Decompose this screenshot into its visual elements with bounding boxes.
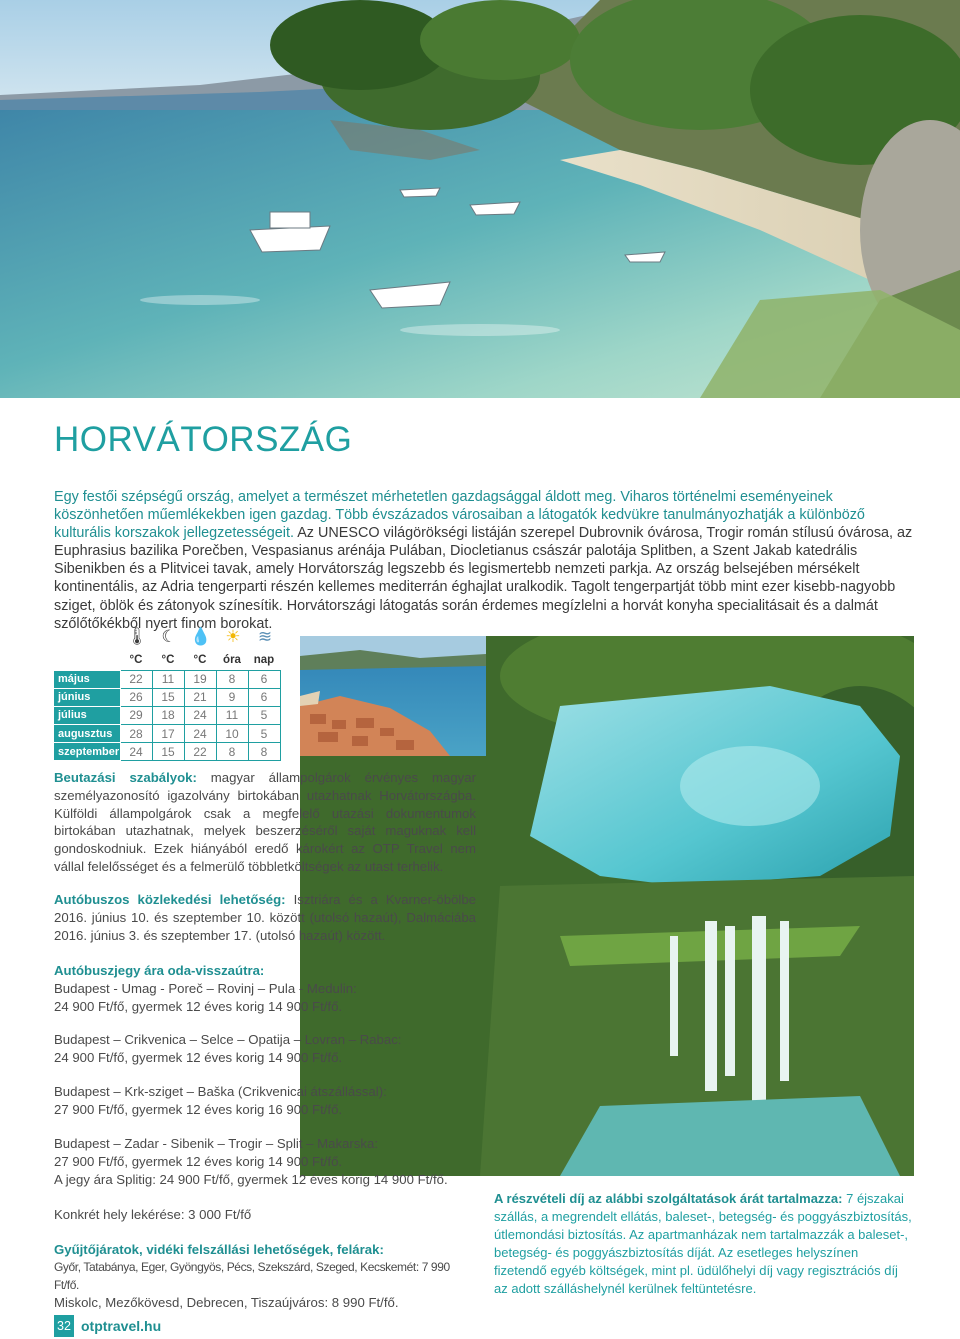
table-row [54, 706, 280, 724]
entry-rules-text: magyar állampolgárok érvényes magyar személyazonosító igazolvány birtokában utazhatnak Horvátországba. Külföldi állampolgárok csak a megfelelő utazási dokumentumok birtokában utazhatnak, melyek beszerzéséről saját maguknak kell gondoskodniuk. Ezek hiányából eredő károkért az OTP Travel nem vállal felelősséget és a felmerülő többletköltségek az utast terhelik. [54, 770, 476, 874]
route-label: Budapest – Krk-sziget – Baška (Crikvenicai átszállással): [54, 1084, 387, 1099]
month-cell: szeptember [54, 743, 120, 761]
included-services-heading: A részvételi díj az alábbi szolgáltatások árát tartalmazza: [494, 1191, 843, 1206]
climate-header: óra [223, 653, 241, 666]
climate-table [54, 624, 284, 761]
route-label: Budapest – Zadar - Sibenik – Trogir – Split – Makarska: [54, 1136, 378, 1151]
month-cell: június [54, 688, 120, 706]
climate-header: nap [253, 653, 275, 666]
intro-body: Az UNESCO világörökségi listáján szerepel Dubrovnik óvárosa, Trogir román stílusú óvárosa, az Euphrasius bazilika Porečben, Vespasianus arénája Pulában, Diocletianus császár palotája Splitben, a Szent Jakab katedrális Sibenikben és a Plitvicei tavak, amely Horvátország legszebb és legismertebb nemzeti parkja. Az ország belsejében mérsékelt kontinentális, az Adria tengerparti részén kellemes mediterrán éghajlat uralkodik. Tagolt tengerpartját több mint ezer kisebb-nagyobb sziget, öblök és zátonyok színesítik. Horvátországi látogatás során érdemes megízlelni a horvát konyha specialitásait és a dalmát szőlőtőkékből nyert finom borokat. [54, 525, 913, 632]
value-cell: 6 [248, 688, 280, 706]
value-cell: 26 [120, 688, 152, 706]
route-price: 24 900 Ft/fő, gyermek 12 éves korig 14 900 Ft/fő. [54, 998, 343, 1014]
value-cell: 8 [216, 743, 248, 761]
value-cell: 11 [152, 670, 184, 688]
month-cell: május [54, 670, 120, 688]
climate-header-row [54, 650, 280, 670]
ticket-route [54, 1031, 476, 1067]
value-cell: 11 [216, 706, 248, 724]
value-cell: 17 [152, 725, 184, 743]
value-cell: 22 [120, 670, 152, 688]
ticket-route [54, 1083, 476, 1119]
route-price: 24 900 Ft/fő, gyermek 12 éves korig 14 900 Ft/fő. [54, 1049, 343, 1065]
value-cell: 15 [152, 688, 184, 706]
value-cell: 6 [248, 670, 280, 688]
website-link[interactable]: otptravel.hu [81, 1318, 162, 1334]
entry-rules-heading: Beutazási szabályok: [54, 770, 197, 785]
climate-header: °C [161, 653, 175, 666]
value-cell: 18 [152, 706, 184, 724]
moon-icon: ☾ [161, 627, 177, 646]
hero-photo-coast [0, 0, 960, 398]
value-cell: 8 [248, 743, 280, 761]
month-cell: július [54, 706, 120, 724]
feeder-line: Miskolc, Mezőkövesd, Debrecen, Tiszaújváros: 8 990 Ft/fő. [54, 1295, 399, 1311]
page-number: 32 [54, 1315, 74, 1337]
sun-icon: ☀ [225, 627, 241, 646]
feeder-heading: Gyűjtőjáratok, vidéki felszállási lehetőségek, felárak: [54, 1242, 384, 1257]
value-cell: 10 [216, 725, 248, 743]
route-extra: A jegy ára Splitig: 24 900 Ft/fő, gyermek 12 éves korig 14 900 Ft/fő. [54, 1171, 448, 1187]
month-cell: augusztus [54, 725, 120, 743]
bus-option-text: Isztriára és a Kvarner-öbölbe 2016. június 10. és szeptember 10. között (utolsó hazaút), Dalmáciába 2016. június 3. és szeptember 17. (utolsó hazaút) között. [54, 892, 477, 943]
value-cell: 19 [184, 670, 216, 688]
value-cell: 8 [216, 670, 248, 688]
climate-header: °C [193, 653, 207, 666]
thermometer-icon: 🌡 [126, 627, 148, 646]
climate-header: °C [129, 653, 143, 666]
ticket-section [54, 962, 476, 1015]
table-row [54, 725, 280, 743]
route-price: 27 900 Ft/fő, gyermek 12 éves korig 14 900 Ft/fő. [54, 1153, 343, 1169]
intro-text [54, 488, 916, 633]
climate-icons [121, 624, 284, 650]
page-footer [54, 1315, 161, 1337]
table-row [54, 743, 280, 761]
value-cell: 24 [120, 743, 152, 761]
included-services [494, 1190, 914, 1298]
entry-rules [54, 769, 476, 876]
climate-header-blank [54, 650, 120, 670]
ticket-route [54, 1135, 476, 1188]
wave-icon: ≋ [257, 627, 273, 646]
value-cell: 21 [184, 688, 216, 706]
seat-request [54, 1206, 476, 1224]
route-label: Budapest - Umag - Poreč – Rovinj – Pula - Medulin: [54, 980, 357, 996]
value-cell: 5 [248, 725, 280, 743]
feeder-line: Győr, Tatabánya, Eger, Gyöngyös, Pécs, Szekszárd, Szeged, Kecskemét: 7 990 Ft/fő. [54, 1259, 450, 1292]
value-cell: 15 [152, 743, 184, 761]
climate-grid [54, 650, 281, 761]
water-drop-icon: 💧 [190, 627, 212, 646]
seat-request-text: Konkrét hely lekérése: 3 000 Ft/fő [54, 1207, 252, 1222]
value-cell: 28 [120, 725, 152, 743]
table-row [54, 670, 280, 688]
table-row [54, 688, 280, 706]
value-cell: 22 [184, 743, 216, 761]
route-price: 27 900 Ft/fő, gyermek 12 éves korig 16 900 Ft/fő. [54, 1101, 343, 1117]
route-label: Budapest – Crikvenica – Selce – Opatija – Lovran – Rabac: [54, 1032, 402, 1047]
feeder-section [54, 1241, 476, 1312]
value-cell: 29 [120, 706, 152, 724]
intro-lead: Egy festői szépségű ország, amelyet a természet mérhetetlen gazdagsággal áldott meg. Viharos történelmi eseményeinek köszönhetően műemlékekben igen gazdag. Több évszázados városaiban a látogatók kedvükre tanulmányozhatják a különböző kulturális korszakok jellegzetességeit. [54, 489, 865, 542]
value-cell: 9 [216, 688, 248, 706]
bus-option-heading: Autóbuszos közlekedési lehetőség: [54, 892, 286, 907]
value-cell: 5 [248, 706, 280, 724]
included-services-text: 7 éjszakai szállás, a megrendelt ellátás, baleset-, betegség- és poggyászbiztosítás, útlemondási biztosítás. Az apartmanházak nem tartalmazzák a baleset-, betegség- és poggyászbiztosítás díját. Az esetleges helyszínen fizetendő egyéb költségek, mint pl. üdülőhelyi díj vagy regisztrációs díj az adott szálláshelynél kerülnek feltüntetésre. [494, 1191, 912, 1296]
ticket-heading: Autóbuszjegy ára oda-visszaútra: [54, 963, 265, 978]
value-cell: 24 [184, 725, 216, 743]
bus-option [54, 891, 476, 944]
page-title: HORVÁTORSZÁG [54, 420, 353, 459]
value-cell: 24 [184, 706, 216, 724]
